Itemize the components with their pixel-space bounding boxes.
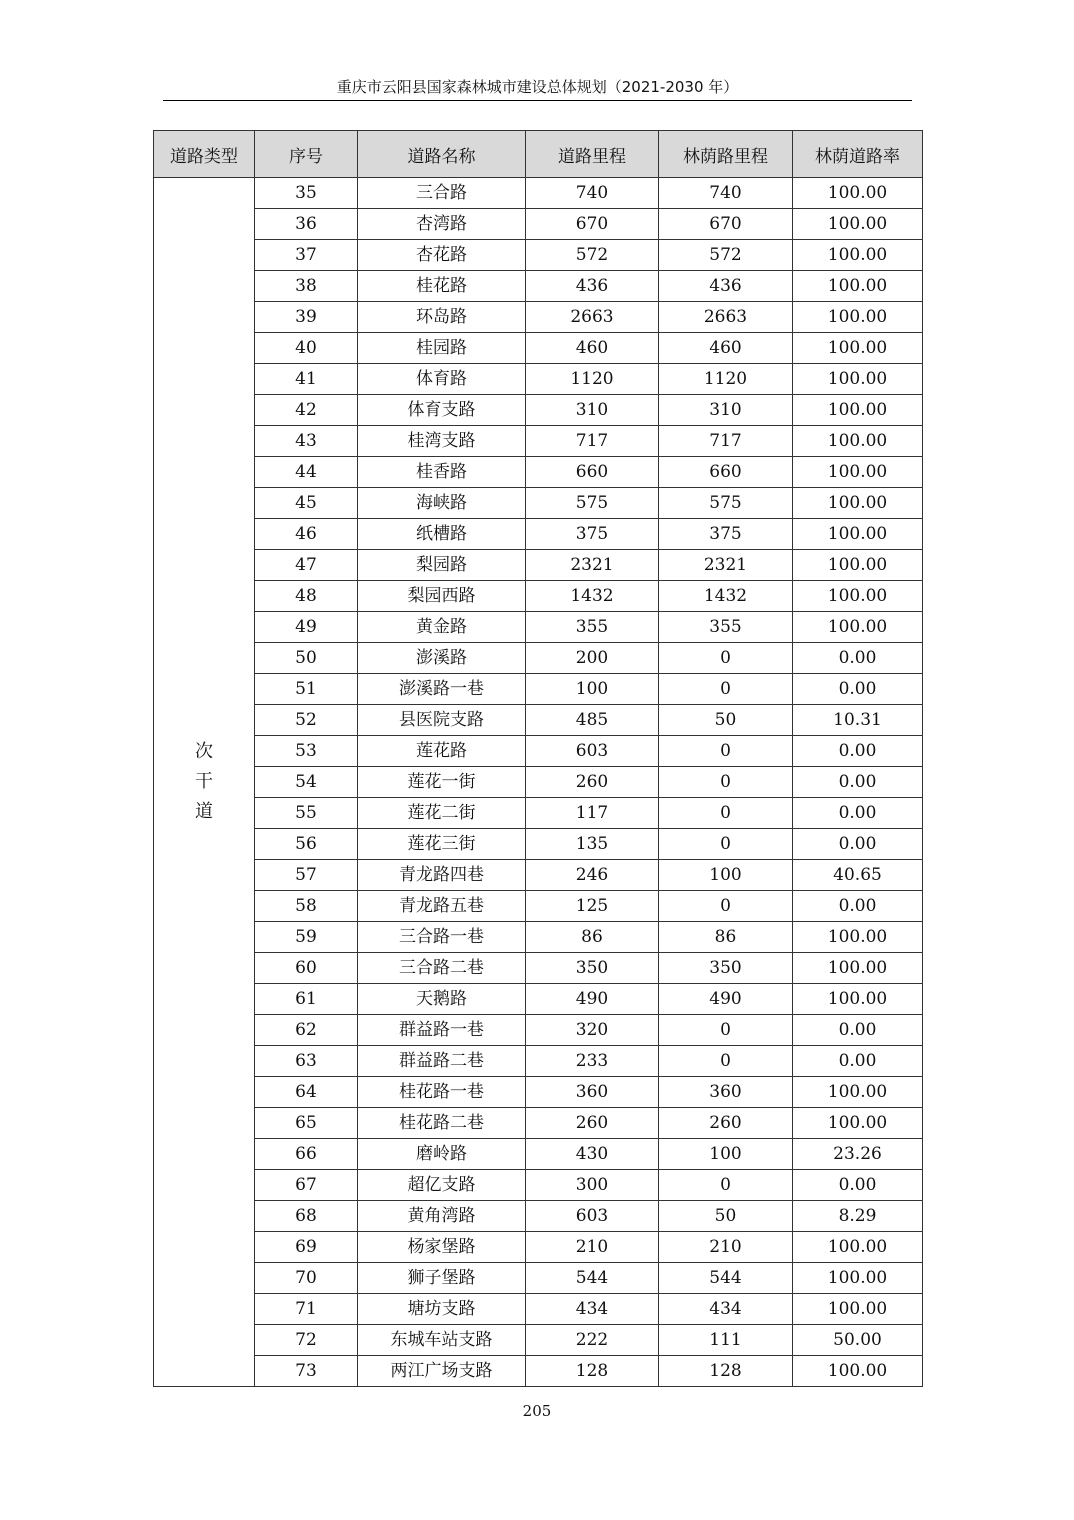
cell-shaded-length: 0	[659, 643, 793, 674]
cell-shaded-rate: 0.00	[793, 798, 923, 829]
cell-road-length: 572	[526, 240, 659, 271]
table-row	[154, 395, 923, 426]
table-row	[154, 581, 923, 612]
cell-index: 71	[255, 1294, 358, 1325]
cell-shaded-rate: 100.00	[793, 302, 923, 333]
cell-shaded-length: 86	[659, 922, 793, 953]
table-row	[154, 271, 923, 302]
cell-road-name: 群益路一巷	[358, 1015, 526, 1046]
cell-index: 40	[255, 333, 358, 364]
road-type-cell	[154, 178, 255, 1387]
cell-shaded-rate: 100.00	[793, 1263, 923, 1294]
cell-road-name: 桂花路	[358, 271, 526, 302]
cell-road-name: 杏湾路	[358, 209, 526, 240]
cell-road-length: 210	[526, 1232, 659, 1263]
cell-shaded-length: 0	[659, 767, 793, 798]
cell-road-length: 1432	[526, 581, 659, 612]
table-row	[154, 1046, 923, 1077]
cell-index: 47	[255, 550, 358, 581]
cell-road-name: 磨岭路	[358, 1139, 526, 1170]
cell-road-length: 434	[526, 1294, 659, 1325]
cell-road-name: 体育支路	[358, 395, 526, 426]
cell-index: 53	[255, 736, 358, 767]
cell-index: 58	[255, 891, 358, 922]
cell-index: 36	[255, 209, 358, 240]
cell-shaded-rate: 50.00	[793, 1325, 923, 1356]
table-row	[154, 302, 923, 333]
cell-shaded-length: 50	[659, 1201, 793, 1232]
cell-shaded-rate: 0.00	[793, 674, 923, 705]
cell-road-length: 117	[526, 798, 659, 829]
cell-shaded-length: 50	[659, 705, 793, 736]
table-row	[154, 426, 923, 457]
cell-road-name: 三合路二巷	[358, 953, 526, 984]
cell-road-name: 三合路	[358, 178, 526, 209]
cell-road-length: 717	[526, 426, 659, 457]
cell-index: 42	[255, 395, 358, 426]
cell-shaded-rate: 100.00	[793, 271, 923, 302]
table-row	[154, 798, 923, 829]
table-row	[154, 1077, 923, 1108]
cell-shaded-rate: 100.00	[793, 240, 923, 271]
cell-road-name: 青龙路四巷	[358, 860, 526, 891]
table-row	[154, 364, 923, 395]
cell-road-name: 澎溪路一巷	[358, 674, 526, 705]
cell-index: 72	[255, 1325, 358, 1356]
cell-index: 70	[255, 1263, 358, 1294]
cell-road-length: 355	[526, 612, 659, 643]
cell-shaded-rate: 10.31	[793, 705, 923, 736]
column-header-shaded-length: 林荫路里程	[659, 131, 793, 178]
cell-shaded-length: 355	[659, 612, 793, 643]
cell-road-name: 县医院支路	[358, 705, 526, 736]
table-row	[154, 643, 923, 674]
cell-road-name: 莲花路	[358, 736, 526, 767]
table-row	[154, 1170, 923, 1201]
table-row	[154, 178, 923, 209]
cell-road-length: 740	[526, 178, 659, 209]
page-number: 205	[522, 1402, 552, 1420]
cell-shaded-rate: 40.65	[793, 860, 923, 891]
cell-shaded-length: 0	[659, 1015, 793, 1046]
table-header-row	[154, 131, 923, 178]
cell-shaded-length: 660	[659, 457, 793, 488]
table-row	[154, 767, 923, 798]
table-row	[154, 860, 923, 891]
cell-shaded-length: 460	[659, 333, 793, 364]
cell-road-name: 环岛路	[358, 302, 526, 333]
table-row	[154, 209, 923, 240]
cell-road-length: 260	[526, 767, 659, 798]
table-row	[154, 488, 923, 519]
cell-road-length: 436	[526, 271, 659, 302]
cell-index: 44	[255, 457, 358, 488]
cell-shaded-rate: 100.00	[793, 364, 923, 395]
cell-shaded-rate: 100.00	[793, 984, 923, 1015]
cell-road-length: 200	[526, 643, 659, 674]
cell-index: 46	[255, 519, 358, 550]
cell-index: 63	[255, 1046, 358, 1077]
cell-road-length: 222	[526, 1325, 659, 1356]
cell-shaded-rate: 100.00	[793, 395, 923, 426]
cell-road-name: 体育路	[358, 364, 526, 395]
table-row	[154, 1294, 923, 1325]
cell-shaded-rate: 100.00	[793, 333, 923, 364]
cell-road-name: 天鹅路	[358, 984, 526, 1015]
cell-road-name: 东城车站支路	[358, 1325, 526, 1356]
cell-shaded-rate: 100.00	[793, 1232, 923, 1263]
cell-shaded-length: 0	[659, 829, 793, 860]
cell-index: 43	[255, 426, 358, 457]
column-header-shaded-rate: 林荫道路率	[793, 131, 923, 178]
cell-road-length: 100	[526, 674, 659, 705]
cell-road-name: 桂香路	[358, 457, 526, 488]
cell-road-name: 超亿支路	[358, 1170, 526, 1201]
cell-shaded-length: 544	[659, 1263, 793, 1294]
cell-road-length: 430	[526, 1139, 659, 1170]
cell-shaded-length: 740	[659, 178, 793, 209]
column-header-index: 序号	[255, 131, 358, 178]
cell-index: 35	[255, 178, 358, 209]
table-row	[154, 1201, 923, 1232]
cell-road-length: 135	[526, 829, 659, 860]
cell-road-length: 360	[526, 1077, 659, 1108]
cell-shaded-length: 375	[659, 519, 793, 550]
table-row	[154, 1325, 923, 1356]
cell-shaded-length: 360	[659, 1077, 793, 1108]
cell-index: 52	[255, 705, 358, 736]
cell-road-name: 莲花一街	[358, 767, 526, 798]
cell-road-name: 莲花三街	[358, 829, 526, 860]
table-row	[154, 984, 923, 1015]
cell-road-name: 莲花二街	[358, 798, 526, 829]
table-row	[154, 705, 923, 736]
road-table	[153, 130, 923, 1387]
cell-road-length: 310	[526, 395, 659, 426]
cell-shaded-length: 0	[659, 1046, 793, 1077]
cell-road-length: 1120	[526, 364, 659, 395]
cell-shaded-rate: 0.00	[793, 767, 923, 798]
cell-road-length: 260	[526, 1108, 659, 1139]
cell-shaded-rate: 23.26	[793, 1139, 923, 1170]
cell-shaded-rate: 100.00	[793, 922, 923, 953]
table-row	[154, 612, 923, 643]
cell-index: 39	[255, 302, 358, 333]
cell-shaded-length: 100	[659, 860, 793, 891]
cell-shaded-rate: 0.00	[793, 643, 923, 674]
cell-index: 49	[255, 612, 358, 643]
table-row	[154, 953, 923, 984]
table-row	[154, 240, 923, 271]
cell-shaded-length: 490	[659, 984, 793, 1015]
cell-index: 61	[255, 984, 358, 1015]
cell-road-length: 300	[526, 1170, 659, 1201]
cell-road-name: 澎溪路	[358, 643, 526, 674]
cell-shaded-length: 0	[659, 798, 793, 829]
cell-road-length: 233	[526, 1046, 659, 1077]
cell-shaded-length: 1432	[659, 581, 793, 612]
cell-road-name: 狮子堡路	[358, 1263, 526, 1294]
cell-road-name: 群益路二巷	[358, 1046, 526, 1077]
cell-road-name: 桂花路二巷	[358, 1108, 526, 1139]
table-row	[154, 1232, 923, 1263]
cell-shaded-length: 436	[659, 271, 793, 302]
cell-index: 62	[255, 1015, 358, 1046]
cell-road-name: 梨园西路	[358, 581, 526, 612]
cell-road-name: 黄角湾路	[358, 1201, 526, 1232]
cell-index: 45	[255, 488, 358, 519]
cell-road-length: 575	[526, 488, 659, 519]
cell-shaded-length: 111	[659, 1325, 793, 1356]
cell-index: 38	[255, 271, 358, 302]
cell-shaded-rate: 100.00	[793, 581, 923, 612]
cell-shaded-rate: 0.00	[793, 1015, 923, 1046]
table-row	[154, 457, 923, 488]
cell-shaded-length: 0	[659, 736, 793, 767]
cell-shaded-length: 310	[659, 395, 793, 426]
table-row	[154, 333, 923, 364]
cell-index: 65	[255, 1108, 358, 1139]
table-row	[154, 1108, 923, 1139]
page-header-title: 重庆市云阳县国家森林城市建设总体规划（2021-2030 年）	[163, 74, 912, 101]
cell-shaded-length: 0	[659, 1170, 793, 1201]
cell-shaded-rate: 100.00	[793, 426, 923, 457]
cell-shaded-length: 1120	[659, 364, 793, 395]
cell-road-length: 2663	[526, 302, 659, 333]
cell-shaded-length: 128	[659, 1356, 793, 1387]
cell-shaded-length: 2663	[659, 302, 793, 333]
cell-road-length: 485	[526, 705, 659, 736]
cell-index: 50	[255, 643, 358, 674]
cell-shaded-length: 210	[659, 1232, 793, 1263]
cell-index: 51	[255, 674, 358, 705]
cell-shaded-rate: 100.00	[793, 550, 923, 581]
cell-road-length: 86	[526, 922, 659, 953]
cell-shaded-rate: 0.00	[793, 829, 923, 860]
cell-road-length: 603	[526, 736, 659, 767]
cell-shaded-length: 100	[659, 1139, 793, 1170]
cell-index: 68	[255, 1201, 358, 1232]
cell-road-name: 青龙路五巷	[358, 891, 526, 922]
cell-road-length: 375	[526, 519, 659, 550]
cell-road-length: 128	[526, 1356, 659, 1387]
cell-shaded-length: 575	[659, 488, 793, 519]
cell-road-name: 三合路一巷	[358, 922, 526, 953]
table-row	[154, 922, 923, 953]
cell-shaded-rate: 100.00	[793, 488, 923, 519]
cell-shaded-length: 717	[659, 426, 793, 457]
table-row	[154, 1015, 923, 1046]
cell-shaded-rate: 100.00	[793, 1294, 923, 1325]
cell-road-length: 350	[526, 953, 659, 984]
cell-shaded-rate: 100.00	[793, 1077, 923, 1108]
cell-shaded-rate: 100.00	[793, 178, 923, 209]
table-row	[154, 1263, 923, 1294]
table-row	[154, 736, 923, 767]
cell-shaded-rate: 0.00	[793, 1170, 923, 1201]
cell-index: 73	[255, 1356, 358, 1387]
cell-road-length: 246	[526, 860, 659, 891]
cell-road-length: 490	[526, 984, 659, 1015]
cell-road-length: 320	[526, 1015, 659, 1046]
column-header-road-type: 道路类型	[154, 131, 255, 178]
table-row	[154, 891, 923, 922]
cell-index: 57	[255, 860, 358, 891]
cell-road-length: 670	[526, 209, 659, 240]
cell-road-length: 125	[526, 891, 659, 922]
cell-road-name: 桂湾支路	[358, 426, 526, 457]
cell-shaded-rate: 100.00	[793, 519, 923, 550]
cell-shaded-rate: 100.00	[793, 1356, 923, 1387]
cell-shaded-length: 2321	[659, 550, 793, 581]
cell-shaded-rate: 0.00	[793, 891, 923, 922]
table-row	[154, 1139, 923, 1170]
cell-road-name: 两江广场支路	[358, 1356, 526, 1387]
cell-shaded-length: 434	[659, 1294, 793, 1325]
table-row	[154, 829, 923, 860]
cell-road-length: 660	[526, 457, 659, 488]
cell-shaded-rate: 0.00	[793, 1046, 923, 1077]
cell-shaded-rate: 8.29	[793, 1201, 923, 1232]
cell-shaded-length: 350	[659, 953, 793, 984]
cell-shaded-length: 670	[659, 209, 793, 240]
table-row	[154, 519, 923, 550]
cell-shaded-rate: 100.00	[793, 209, 923, 240]
cell-index: 67	[255, 1170, 358, 1201]
cell-shaded-length: 260	[659, 1108, 793, 1139]
cell-road-length: 544	[526, 1263, 659, 1294]
cell-shaded-length: 0	[659, 674, 793, 705]
cell-road-name: 梨园路	[358, 550, 526, 581]
cell-index: 66	[255, 1139, 358, 1170]
cell-index: 37	[255, 240, 358, 271]
cell-shaded-length: 0	[659, 891, 793, 922]
cell-index: 64	[255, 1077, 358, 1108]
cell-road-name: 桂园路	[358, 333, 526, 364]
cell-index: 48	[255, 581, 358, 612]
table-row	[154, 674, 923, 705]
cell-road-name: 纸槽路	[358, 519, 526, 550]
cell-index: 69	[255, 1232, 358, 1263]
cell-road-length: 460	[526, 333, 659, 364]
cell-road-name: 塘坊支路	[358, 1294, 526, 1325]
cell-index: 60	[255, 953, 358, 984]
cell-shaded-length: 572	[659, 240, 793, 271]
cell-index: 55	[255, 798, 358, 829]
cell-road-name: 桂花路一巷	[358, 1077, 526, 1108]
column-header-road-name: 道路名称	[358, 131, 526, 178]
table-row	[154, 1356, 923, 1387]
cell-road-length: 603	[526, 1201, 659, 1232]
cell-index: 54	[255, 767, 358, 798]
cell-shaded-rate: 100.00	[793, 953, 923, 984]
cell-road-name: 海峡路	[358, 488, 526, 519]
table-row	[154, 550, 923, 581]
cell-road-name: 黄金路	[358, 612, 526, 643]
cell-shaded-rate: 100.00	[793, 457, 923, 488]
cell-index: 59	[255, 922, 358, 953]
cell-shaded-rate: 0.00	[793, 736, 923, 767]
table-body	[154, 178, 923, 1387]
cell-index: 41	[255, 364, 358, 395]
cell-road-length: 2321	[526, 550, 659, 581]
cell-road-name: 杨家堡路	[358, 1232, 526, 1263]
cell-index: 56	[255, 829, 358, 860]
column-header-road-length: 道路里程	[526, 131, 659, 178]
road-type-label: 次干道	[195, 741, 213, 822]
cell-shaded-rate: 100.00	[793, 612, 923, 643]
cell-shaded-rate: 100.00	[793, 1108, 923, 1139]
cell-road-name: 杏花路	[358, 240, 526, 271]
